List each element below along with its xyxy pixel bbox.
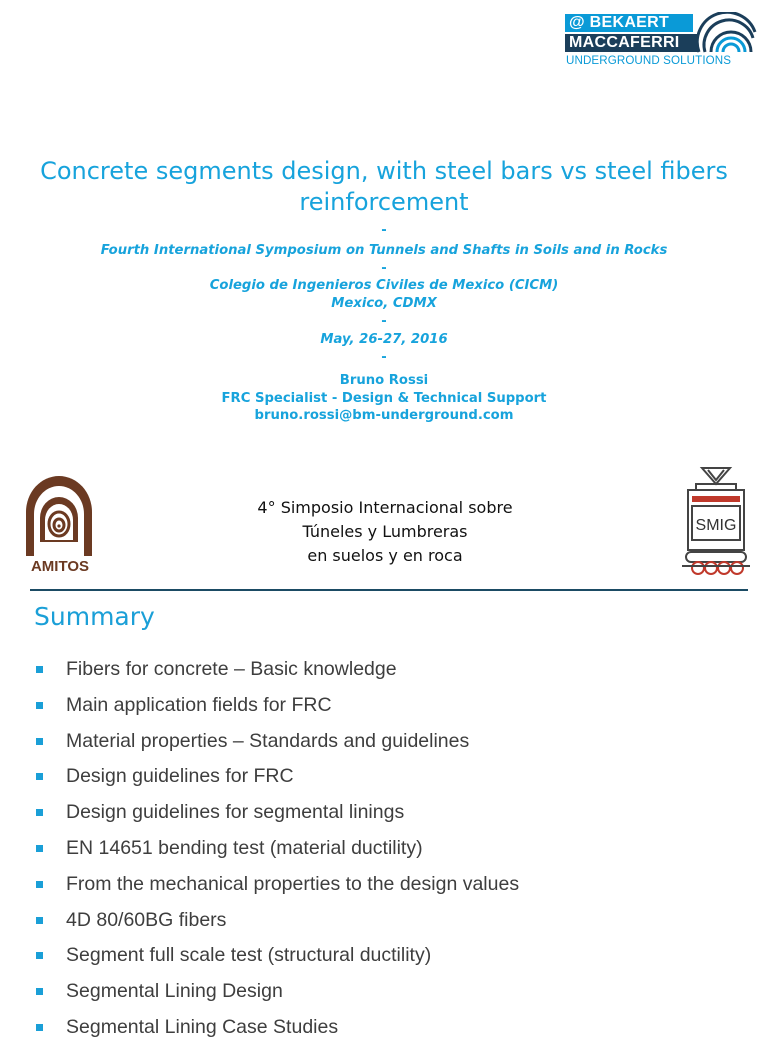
summary-heading: Summary <box>34 602 155 631</box>
bullet-icon <box>36 702 43 709</box>
bullet-icon <box>36 738 43 745</box>
separator-dash: - <box>381 261 387 276</box>
bullet-icon <box>36 917 43 924</box>
venue: Colegio de Ingenieros Civiles de Mexico (CICM) <box>209 278 559 293</box>
bullet-icon <box>36 666 43 673</box>
amitos-tunnel-icon <box>20 472 98 558</box>
bullet-icon <box>36 809 43 816</box>
symposium-es-line1: 4° Simposio Internacional sobre <box>257 498 513 517</box>
list-item: From the mechanical properties to the design values <box>36 867 756 903</box>
summary-list <box>36 652 756 1046</box>
symposium-spanish <box>190 496 580 568</box>
presentation-title: Concrete segments design, with steel bars vs steel fibers reinforcement <box>40 157 728 216</box>
amitos-label: AMITOS <box>30 558 90 575</box>
bullet-icon <box>36 845 43 852</box>
event-date: May, 26-27, 2016 <box>320 332 448 347</box>
list-item: Fibers for concrete – Basic knowledge <box>36 652 756 688</box>
author-role: FRC Specialist - Design & Technical Support <box>221 391 547 406</box>
city: Mexico, CDMX <box>331 296 437 311</box>
symposium-es-line3: en suelos y en roca <box>307 546 463 565</box>
logo-line-bekaert: @ BEKAERT <box>565 14 693 32</box>
list-item: EN 14651 bending test (material ductility) <box>36 831 756 867</box>
bullet-icon <box>36 881 43 888</box>
list-item: Segmental Lining Design <box>36 974 756 1010</box>
list-item: Main application fields for FRC <box>36 688 756 724</box>
separator-dash: - <box>381 314 387 329</box>
tunnel-waves-icon <box>697 12 757 58</box>
separator-dash: - <box>381 350 387 365</box>
smig-label: SMIG <box>695 517 737 534</box>
symposium-es-line2: Túneles y Lumbreras <box>302 522 468 541</box>
symposium-name: Fourth International Symposium on Tunnels and Shafts in Soils and in Rocks <box>100 243 668 258</box>
bullet-icon <box>36 1024 43 1031</box>
bullet-icon <box>36 952 43 959</box>
list-item: Segmental Lining Case Studies <box>36 1010 756 1046</box>
section-divider <box>30 589 748 591</box>
bullet-icon <box>36 988 43 995</box>
logo-line-underground: UNDERGROUND SOLUTIONS <box>566 54 732 67</box>
logo-line-maccaferri: MACCAFERRI <box>565 34 698 52</box>
smig-logo <box>678 466 754 578</box>
list-item: Material properties – Standards and guidelines <box>36 724 756 760</box>
author-name: Bruno Rossi <box>339 373 429 388</box>
separator-dash: - <box>381 223 387 238</box>
list-item: 4D 80/60BG fibers <box>36 903 756 939</box>
bekaert-maccaferri-logo <box>565 12 757 70</box>
list-item: Design guidelines for segmental linings <box>36 795 756 831</box>
amitos-logo <box>20 472 98 578</box>
bullet-icon <box>36 773 43 780</box>
author-email: bruno.rossi@bm-underground.com <box>254 408 514 423</box>
list-item: Design guidelines for FRC <box>36 759 756 795</box>
list-item: Segment full scale test (structural ductility) <box>36 938 756 974</box>
